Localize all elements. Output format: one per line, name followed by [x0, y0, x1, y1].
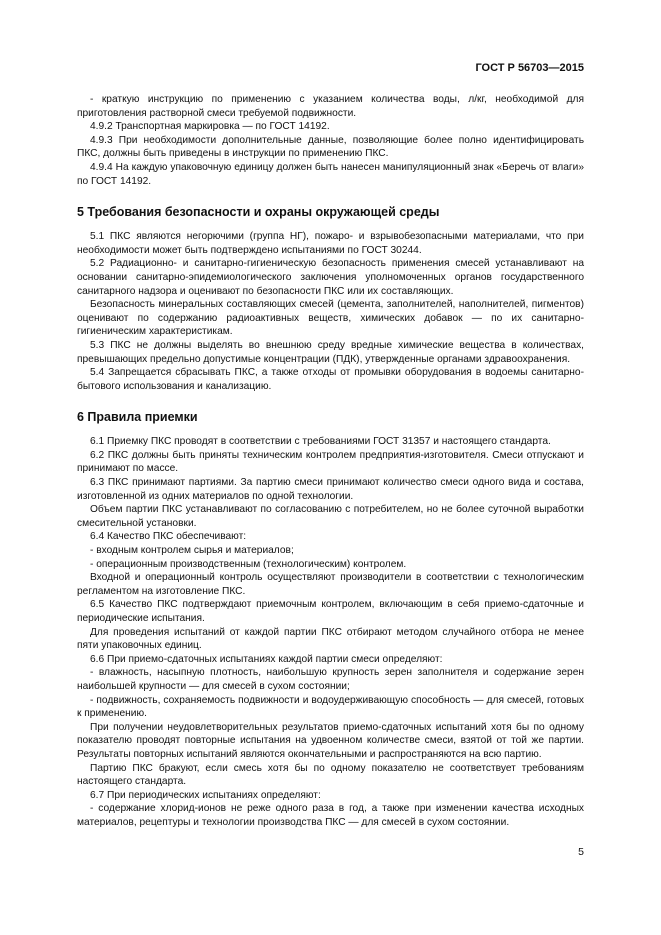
list-item: - влажность, насыпную плотность, наибольшую крупность зерен заполнителя и содержание зерен наибольшей крупности — для смесей в сухом состоянии;: [77, 667, 584, 692]
section-6-heading: 6 Правила приемки: [77, 410, 198, 425]
paragraph: 5.4 Запрещается сбрасывать ПКС, а также отходы от промывки оборудования в водоемы санитарно-бытового использования и канализацию.: [77, 367, 584, 392]
paragraph: 4.9.2 Транспортная маркировка — по ГОСТ 14192.: [90, 121, 330, 133]
section-5-heading: 5 Требования безопасности и охраны окружающей среды: [77, 205, 440, 220]
paragraph: Входной и операционный контроль осуществляют производители в соответствии с технологическим регламентом на изготовление ПКС.: [77, 572, 584, 597]
paragraph: 6.7 При периодических испытаниях определяют:: [90, 789, 321, 801]
paragraph: 5.2 Радиационно- и санитарно-гигиеническую безопасность применения смесей устанавливают на основании санитарно-эпидемиологического заключения уполномоченных органов государственного санитарного надзора и оценивают по безопасности ПКС или их составляющих.: [77, 258, 584, 297]
paragraph: Партию ПКС бракуют, если смесь хотя бы по одному показателю не соответствует требованиям настоящего стандарта.: [77, 762, 584, 788]
paragraph: 4.9.4 На каждую упаковочную единицу должен быть нанесен манипуляционный знак «Беречь от влаги» по ГОСТ 14192.: [77, 161, 584, 187]
paragraph: 4.9.3 При необходимости дополнительные данные, позволяющие более полно идентифицировать ПКС, должны быть приведены в инструкции по применению ПКС.: [77, 134, 584, 160]
paragraph: При получении неудовлетворительных результатов приемо-сдаточных испытаний хотя бы по одному показателю проводят повторные испытания на удвоенном количестве смеси, взятой от той же партии. Результаты повторных испытаний являются окончательными и распространяются на всю партию.: [77, 721, 584, 760]
paragraph: - краткую инструкцию по применению с указанием количества воды, л/кг, необходимой для приготовления растворной смеси требуемой подвижности.: [77, 94, 584, 119]
paragraph: 5.1 ПКС являются негорючими (группа НГ), пожаро- и взрывобезопасными материалами, что при необходимости может быть подтверждено испытаниями по ГОСТ 30244.: [77, 231, 584, 256]
paragraph: Для проведения испытаний от каждой партии ПКС отбирают методом случайного отбора не менее пяти упаковочных единиц.: [77, 626, 584, 652]
paragraph: 6.2 ПКС должны быть приняты техническим контролем предприятия-изготовителя. Смеси отпускают и принимают по массе.: [77, 449, 584, 475]
list-item: - операционным производственным (технологическим) контролем.: [90, 558, 407, 570]
page-number: 5: [578, 846, 584, 858]
paragraph: 6.5 Качество ПКС подтверждают приемочным контролем, включающим в себя приемо-сдаточные и периодические испытания.: [77, 599, 584, 624]
paragraph: 6.6 При приемо-сдаточных испытаниях каждой партии смеси определяют:: [90, 653, 443, 665]
paragraph: 6.3 ПКС принимают партиями. За партию смеси принимают количество смеси одного вида и состава, изготовленной из одних материалов по одной технологии.: [77, 477, 584, 502]
document-code-header: ГОСТ Р 56703—2015: [475, 62, 584, 74]
paragraph: Объем партии ПКС устанавливают по согласованию с потребителем, но не более суточной выработки смесительной установки.: [77, 504, 584, 529]
document-body: [77, 93, 584, 830]
list-item: - содержание хлорид-ионов не реже одного раза в год, а также при изменении качества исходных материалов, рецептуры и технологии производства ПКС — для смесей в сухом состоянии.: [77, 803, 584, 828]
list-item: - входным контролем сырья и материалов;: [90, 545, 294, 557]
paragraph: 6.4 Качество ПКС обеспечивают:: [90, 531, 247, 543]
paragraph: Безопасность минеральных составляющих смесей (цемента, заполнителей, наполнителей, пигментов) оценивают по содержанию радиоактивных веществ, химических добавок — по их санитарно-гигиеническим характеристикам.: [77, 299, 584, 338]
paragraph: 6.1 Приемку ПКС проводят в соответствии с требованиями ГОСТ 31357 и настоящего стандарта.: [90, 436, 551, 448]
paragraph: 5.3 ПКС не должны выделять во внешнюю среду вредные химические вещества в количествах, превышающих предельно допустимые концентрации (ПДК), утвержденные органами здравоохранения.: [77, 339, 584, 365]
list-item: - подвижность, сохраняемость подвижности и водоудерживающую способность — для смесей, готовых к применению.: [77, 694, 584, 720]
